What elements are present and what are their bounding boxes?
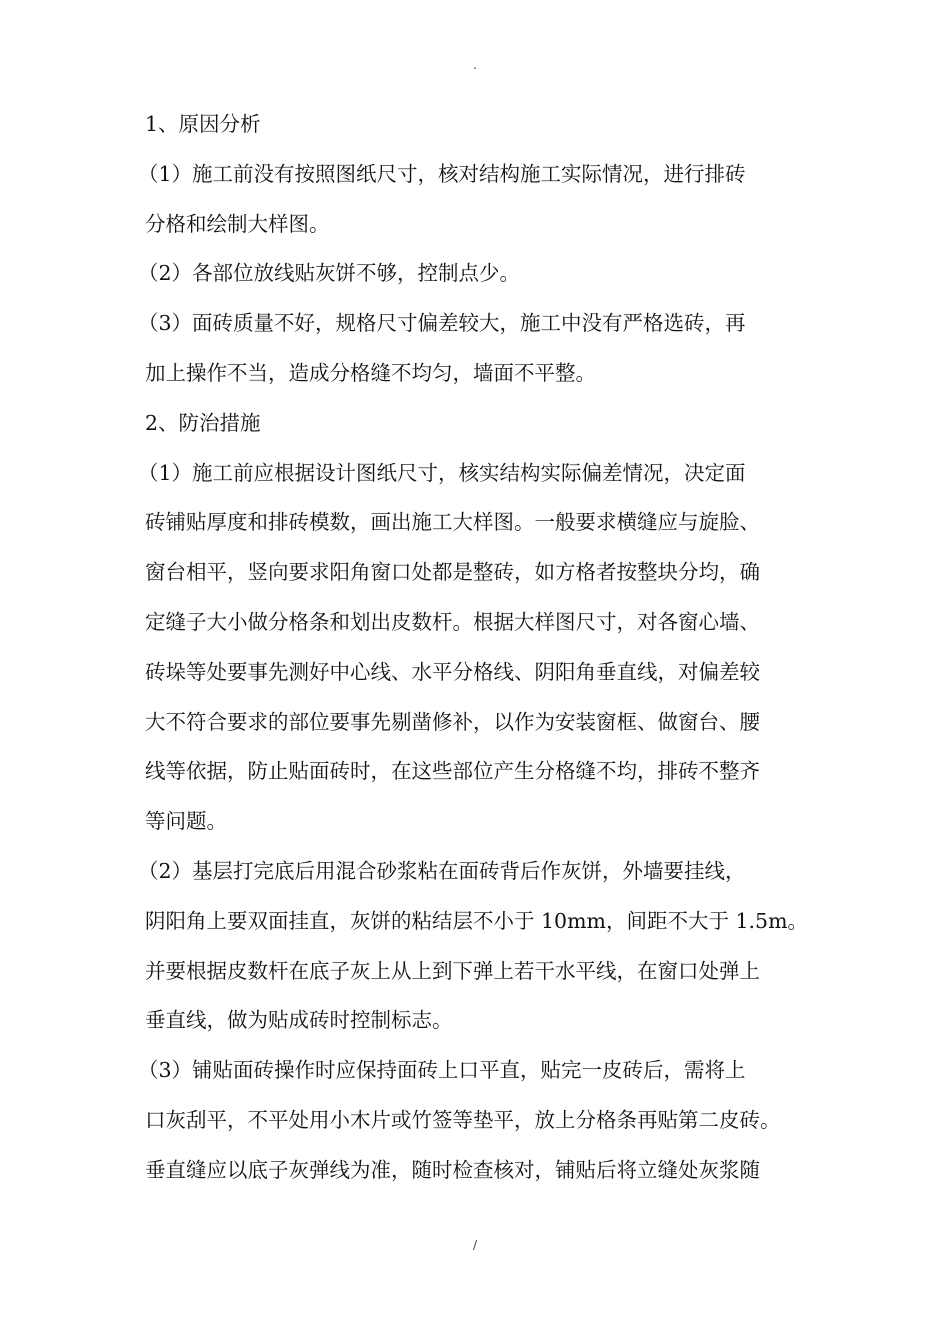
paragraph-line: 阴阳角上要双面挂直，灰饼的粘结层不小于 10mm，间距不大于 1.5m。: [145, 908, 809, 933]
paragraph-line: 定缝子大小做分格条和划出皮数杆。根据大样图尺寸，对各窗心墙、: [145, 609, 760, 634]
header-mark: .: [473, 58, 477, 72]
paragraph-line: （3）铺贴面砖操作时应保持面砖上口平直，贴完一皮砖后，需将上: [138, 1058, 746, 1083]
paragraph-line: 线等依据，防止贴面砖时，在这些部位产生分格缝不均，排砖不整齐: [145, 759, 760, 784]
section-heading-prevention-measures: 2、防治措施: [145, 410, 261, 435]
paragraph-line: 垂直缝应以底子灰弹线为准，随时检查核对，铺贴后将立缝处灰浆随: [145, 1157, 760, 1182]
paragraph-line: （2）各部位放线贴灰饼不够，控制点少。: [138, 261, 521, 286]
paragraph-line: 窗台相平，竖向要求阳角窗口处都是整砖，如方格者按整块分均，确: [145, 560, 760, 585]
paragraph-line: 加上操作不当，造成分格缝不均匀，墙面不平整。: [145, 360, 596, 385]
paragraph-line: 垂直线，做为贴成砖时控制标志。: [145, 1008, 453, 1033]
section-heading-cause-analysis: 1、原因分析: [145, 112, 261, 136]
paragraph-line: 分格和绘制大样图。: [145, 211, 330, 236]
paragraph-line: 砖垛等处要事先测好中心线、水平分格线、阴阳角垂直线，对偏差较: [145, 659, 760, 684]
paragraph-line: （1）施工前没有按照图纸尺寸，核对结构施工实际情况，进行排砖: [138, 161, 746, 186]
paragraph-line: 大不符合要求的部位要事先剔凿修补，以作为安装窗框、做窗台、腰: [145, 709, 760, 734]
paragraph-line: 并要根据皮数杆在底子灰上从上到下弹上若干水平线，在窗口处弹上: [145, 958, 760, 983]
footer-mark: /: [472, 1238, 478, 1252]
paragraph-line: 等问题。: [145, 809, 227, 834]
paragraph-line: （2）基层打完底后用混合砂浆粘在面砖背后作灰饼，外墙要挂线，: [138, 858, 746, 883]
document-body: [138, 100, 815, 1196]
paragraph-line: 口灰刮平，不平处用小木片或竹签等垫平，放上分格条再贴第二皮砖。: [145, 1107, 781, 1132]
paragraph-line: 砖铺贴厚度和排砖模数，画出施工大样图。一般要求横缝应与旋脸、: [145, 510, 760, 535]
paragraph-line: （1）施工前应根据设计图纸尺寸，核实结构实际偏差情况，决定面: [138, 460, 746, 485]
paragraph-line: （3）面砖质量不好，规格尺寸偏差较大，施工中没有严格选砖，再: [138, 311, 746, 336]
